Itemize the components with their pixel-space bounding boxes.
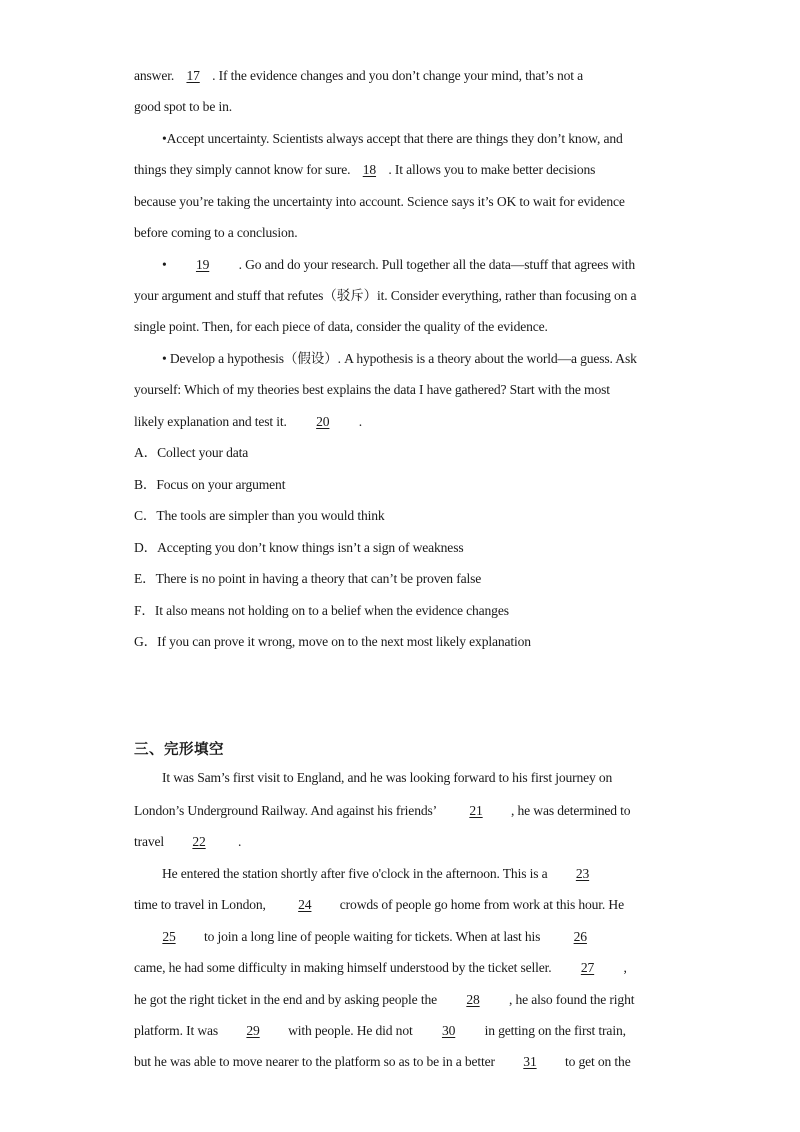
text: platform. It was — [134, 1023, 219, 1038]
text: travel — [134, 834, 165, 849]
text: things they simply cannot know for sure. — [134, 162, 351, 177]
text: . Go and do your research. Pull together all the data—stuff that agrees with — [238, 257, 636, 272]
text: in getting on the first train, — [484, 1023, 626, 1038]
text: , he was determined to — [511, 803, 631, 818]
passage-line — [162, 255, 635, 275]
text: to join a long line of people waiting for tickets. When at last his — [204, 929, 541, 944]
blank-28[interactable]: 28 — [466, 992, 480, 1007]
blank-27[interactable]: 27 — [580, 960, 595, 975]
blank-22[interactable]: 22 — [192, 834, 206, 849]
blank-31[interactable]: 31 — [523, 1054, 537, 1069]
text: crowds of people go home from work at this hour. He — [339, 897, 624, 912]
blank-17[interactable]: 17 — [186, 68, 200, 83]
option-c[interactable]: C．The tools are simpler than you would think — [134, 508, 385, 523]
blank-25[interactable]: 25 — [162, 929, 176, 944]
option-a[interactable]: A．Collect your data — [134, 445, 249, 460]
cloze-line — [134, 1021, 626, 1041]
cloze-line — [134, 990, 634, 1010]
blank-21[interactable]: 21 — [469, 803, 483, 818]
passage-line: good spot to be in. — [134, 99, 232, 114]
passage-line: before coming to a conclusion. — [134, 225, 298, 240]
passage-line: •Accept uncertainty. Scientists always accept that there are things they don’t know, and — [162, 131, 623, 146]
text: likely explanation and test it. — [134, 414, 287, 429]
cloze-line — [134, 927, 616, 947]
passage-line: • Develop a hypothesis（假设）. A hypothesis is a theory about the world—a guess. Ask — [162, 351, 637, 366]
text: London’s Underground Railway. And against his friends’ — [134, 803, 438, 818]
blank-26[interactable]: 26 — [573, 929, 587, 944]
text: with people. He did not — [288, 1023, 413, 1038]
text: He entered the station shortly after five o'clock in the afternoon. This is a — [162, 866, 548, 881]
text: but he was able to move nearer to the platform so as to be in a better — [134, 1054, 495, 1069]
passage-line: because you’re taking the uncertainty into account. Science says it’s OK to wait for evidence — [134, 194, 625, 209]
text: . If the evidence changes and you don’t change your mind, that’s not a — [212, 68, 584, 83]
blank-24[interactable]: 24 — [298, 897, 312, 912]
passage-line — [134, 160, 595, 180]
bullet: • — [162, 257, 167, 272]
passage-line — [134, 412, 362, 432]
passage-line — [134, 66, 583, 86]
text: came, he had some difficulty in making himself understood by the ticket seller. — [134, 960, 552, 975]
option-e[interactable]: E．There is no point in having a theory that can’t be proven false — [134, 571, 482, 586]
cloze-line — [162, 864, 618, 884]
cloze-line — [134, 958, 627, 978]
text: . — [358, 414, 363, 429]
text: . It allows you to make better decisions — [388, 162, 596, 177]
cloze-line — [134, 895, 624, 915]
cloze-line — [134, 1052, 631, 1072]
section-title: 三、完形填空 — [134, 742, 224, 758]
text: . — [238, 834, 242, 849]
text: , he also found the right — [508, 992, 635, 1007]
text: answer. — [134, 68, 175, 83]
option-b[interactable]: B．Focus on your argument — [134, 477, 286, 492]
option-f[interactable]: F．It also means not holding on to a belief when the evidence changes — [134, 603, 509, 618]
option-d[interactable]: D．Accepting you don’t know things isn’t a sign of weakness — [134, 540, 464, 555]
blank-23[interactable]: 23 — [575, 866, 590, 881]
text: , — [623, 960, 627, 975]
blank-30[interactable]: 30 — [441, 1023, 456, 1038]
cloze-line: It was Sam’s first visit to England, and he was looking forward to his first journey on — [162, 770, 613, 785]
text: time to travel in London, — [134, 897, 266, 912]
passage-line: yourself: Which of my theories best explains the data I have gathered? Start with the most — [134, 382, 610, 397]
cloze-line — [134, 801, 630, 821]
option-g[interactable]: G．If you can prove it wrong, move on to the next most likely explanation — [134, 634, 531, 649]
passage-line: single point. Then, for each piece of data, consider the quality of the evidence. — [134, 319, 548, 334]
blank-18[interactable]: 18 — [362, 162, 377, 177]
blank-19[interactable]: 19 — [195, 257, 210, 272]
blank-29[interactable]: 29 — [246, 1023, 260, 1038]
blank-20[interactable]: 20 — [316, 414, 330, 429]
text: he got the right ticket in the end and by asking people the — [134, 992, 437, 1007]
cloze-line — [134, 832, 241, 852]
passage-line: your argument and stuff that refutes（驳斥）it. Consider everything, rather than focusing on a — [134, 288, 637, 303]
text: to get on the — [564, 1054, 631, 1069]
